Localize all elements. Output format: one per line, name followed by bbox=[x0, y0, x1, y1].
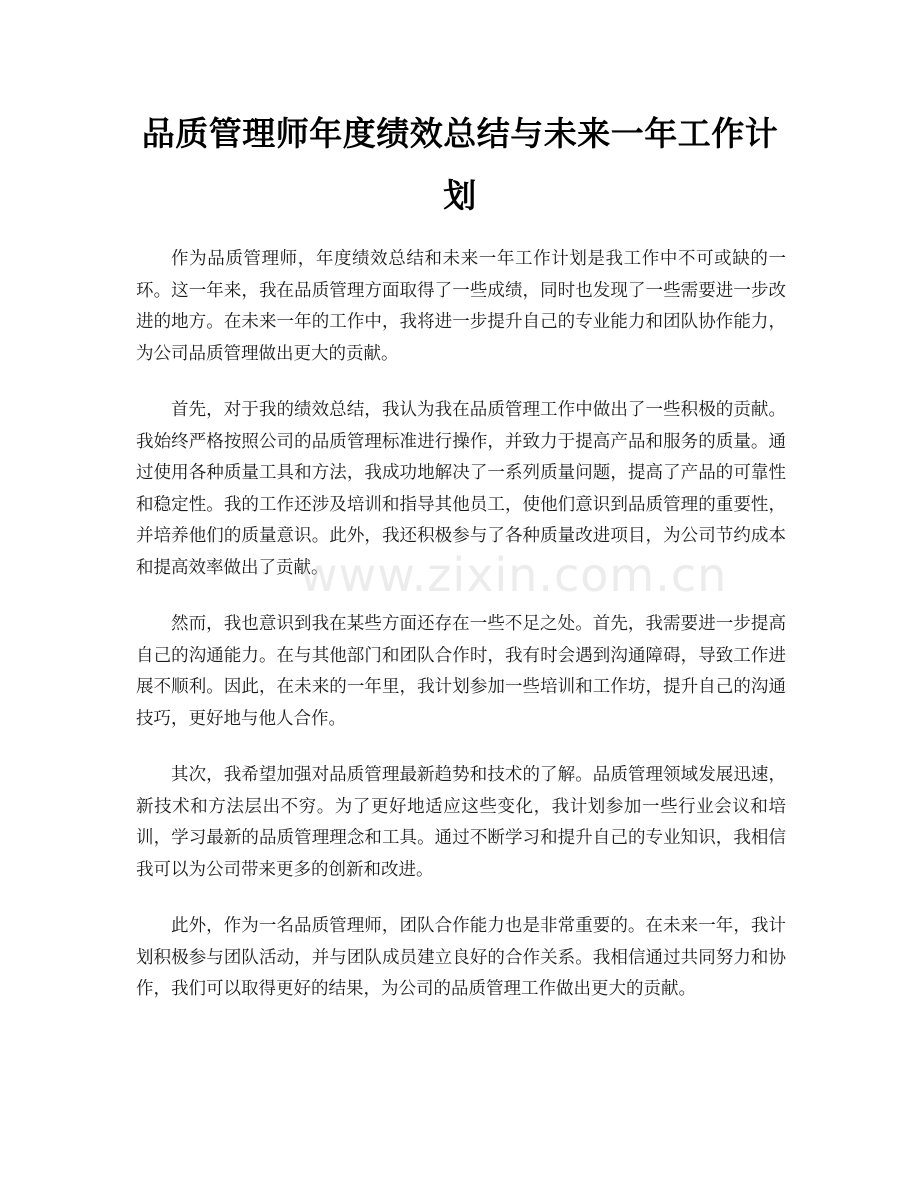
paragraph-learning-trends: 其次，我希望加强对品质管理最新趋势和技术的了解。品质管理领域发展迅速，新技术和方法层出不穷。为了更好地适应这些变化，我计划参加一些行业会议和培训，学习最新的品质管理理念和工具。通过不断学习和提升自己的专业知识，我相信我可以为公司带来更多的创新和改进。 bbox=[136, 765, 786, 880]
paragraph-performance-summary: 首先，对于我的绩效总结，我认为我在品质管理工作中做出了一些积极的贡献。我始终严格按照公司的品质管理标准进行操作，并致力于提高产品和服务的质量。通过使用各种质量工具和方法，我成功地解决了一系列质量问题，提高了产品的可靠性和稳定性。我的工作还涉及培训和指导其他员工，使他们意识到品质管理的重要性，并培养他们的质量意识。此外，我还积极参与了各种质量改进项目，为公司节约成本和提高效率做出了贡献。 bbox=[136, 400, 786, 578]
paragraph-teamwork: 此外，作为一名品质管理师，团队合作能力也是非常重要的。在未来一年，我计划积极参与团队活动，并与团队成员建立良好的合作关系。我相信通过共同努力和协作，我们可以取得更好的结果，为公司的品质管理工作做出更大的贡献。 bbox=[136, 916, 786, 999]
paragraph-intro: 作为品质管理师，年度绩效总结和未来一年工作计划是我工作中不可或缺的一环。这一年来，我在品质管理方面取得了一些成绩，同时也发现了一些需要进一步改进的地方。在未来一年的工作中，我将进一步提升自己的专业能力和团队协作能力，为公司品质管理做出更大的贡献。 bbox=[136, 249, 786, 364]
watermark: www.zixin.com.cn bbox=[300, 548, 728, 602]
document-body bbox=[136, 244, 786, 1031]
paragraph-shortcomings: 然而，我也意识到我在某些方面还存在一些不足之处。首先，我需要进一步提高自己的沟通能力。在与其他部门和团队合作时，我有时会遇到沟通障碍，导致工作进展不顺利。因此，在未来的一年里，我计划参加一些培训和工作坊，提升自己的沟通技巧，更好地与他人合作。 bbox=[136, 614, 786, 729]
document-title: 品质管理师年度绩效总结与未来一年工作计划 bbox=[141, 114, 779, 215]
